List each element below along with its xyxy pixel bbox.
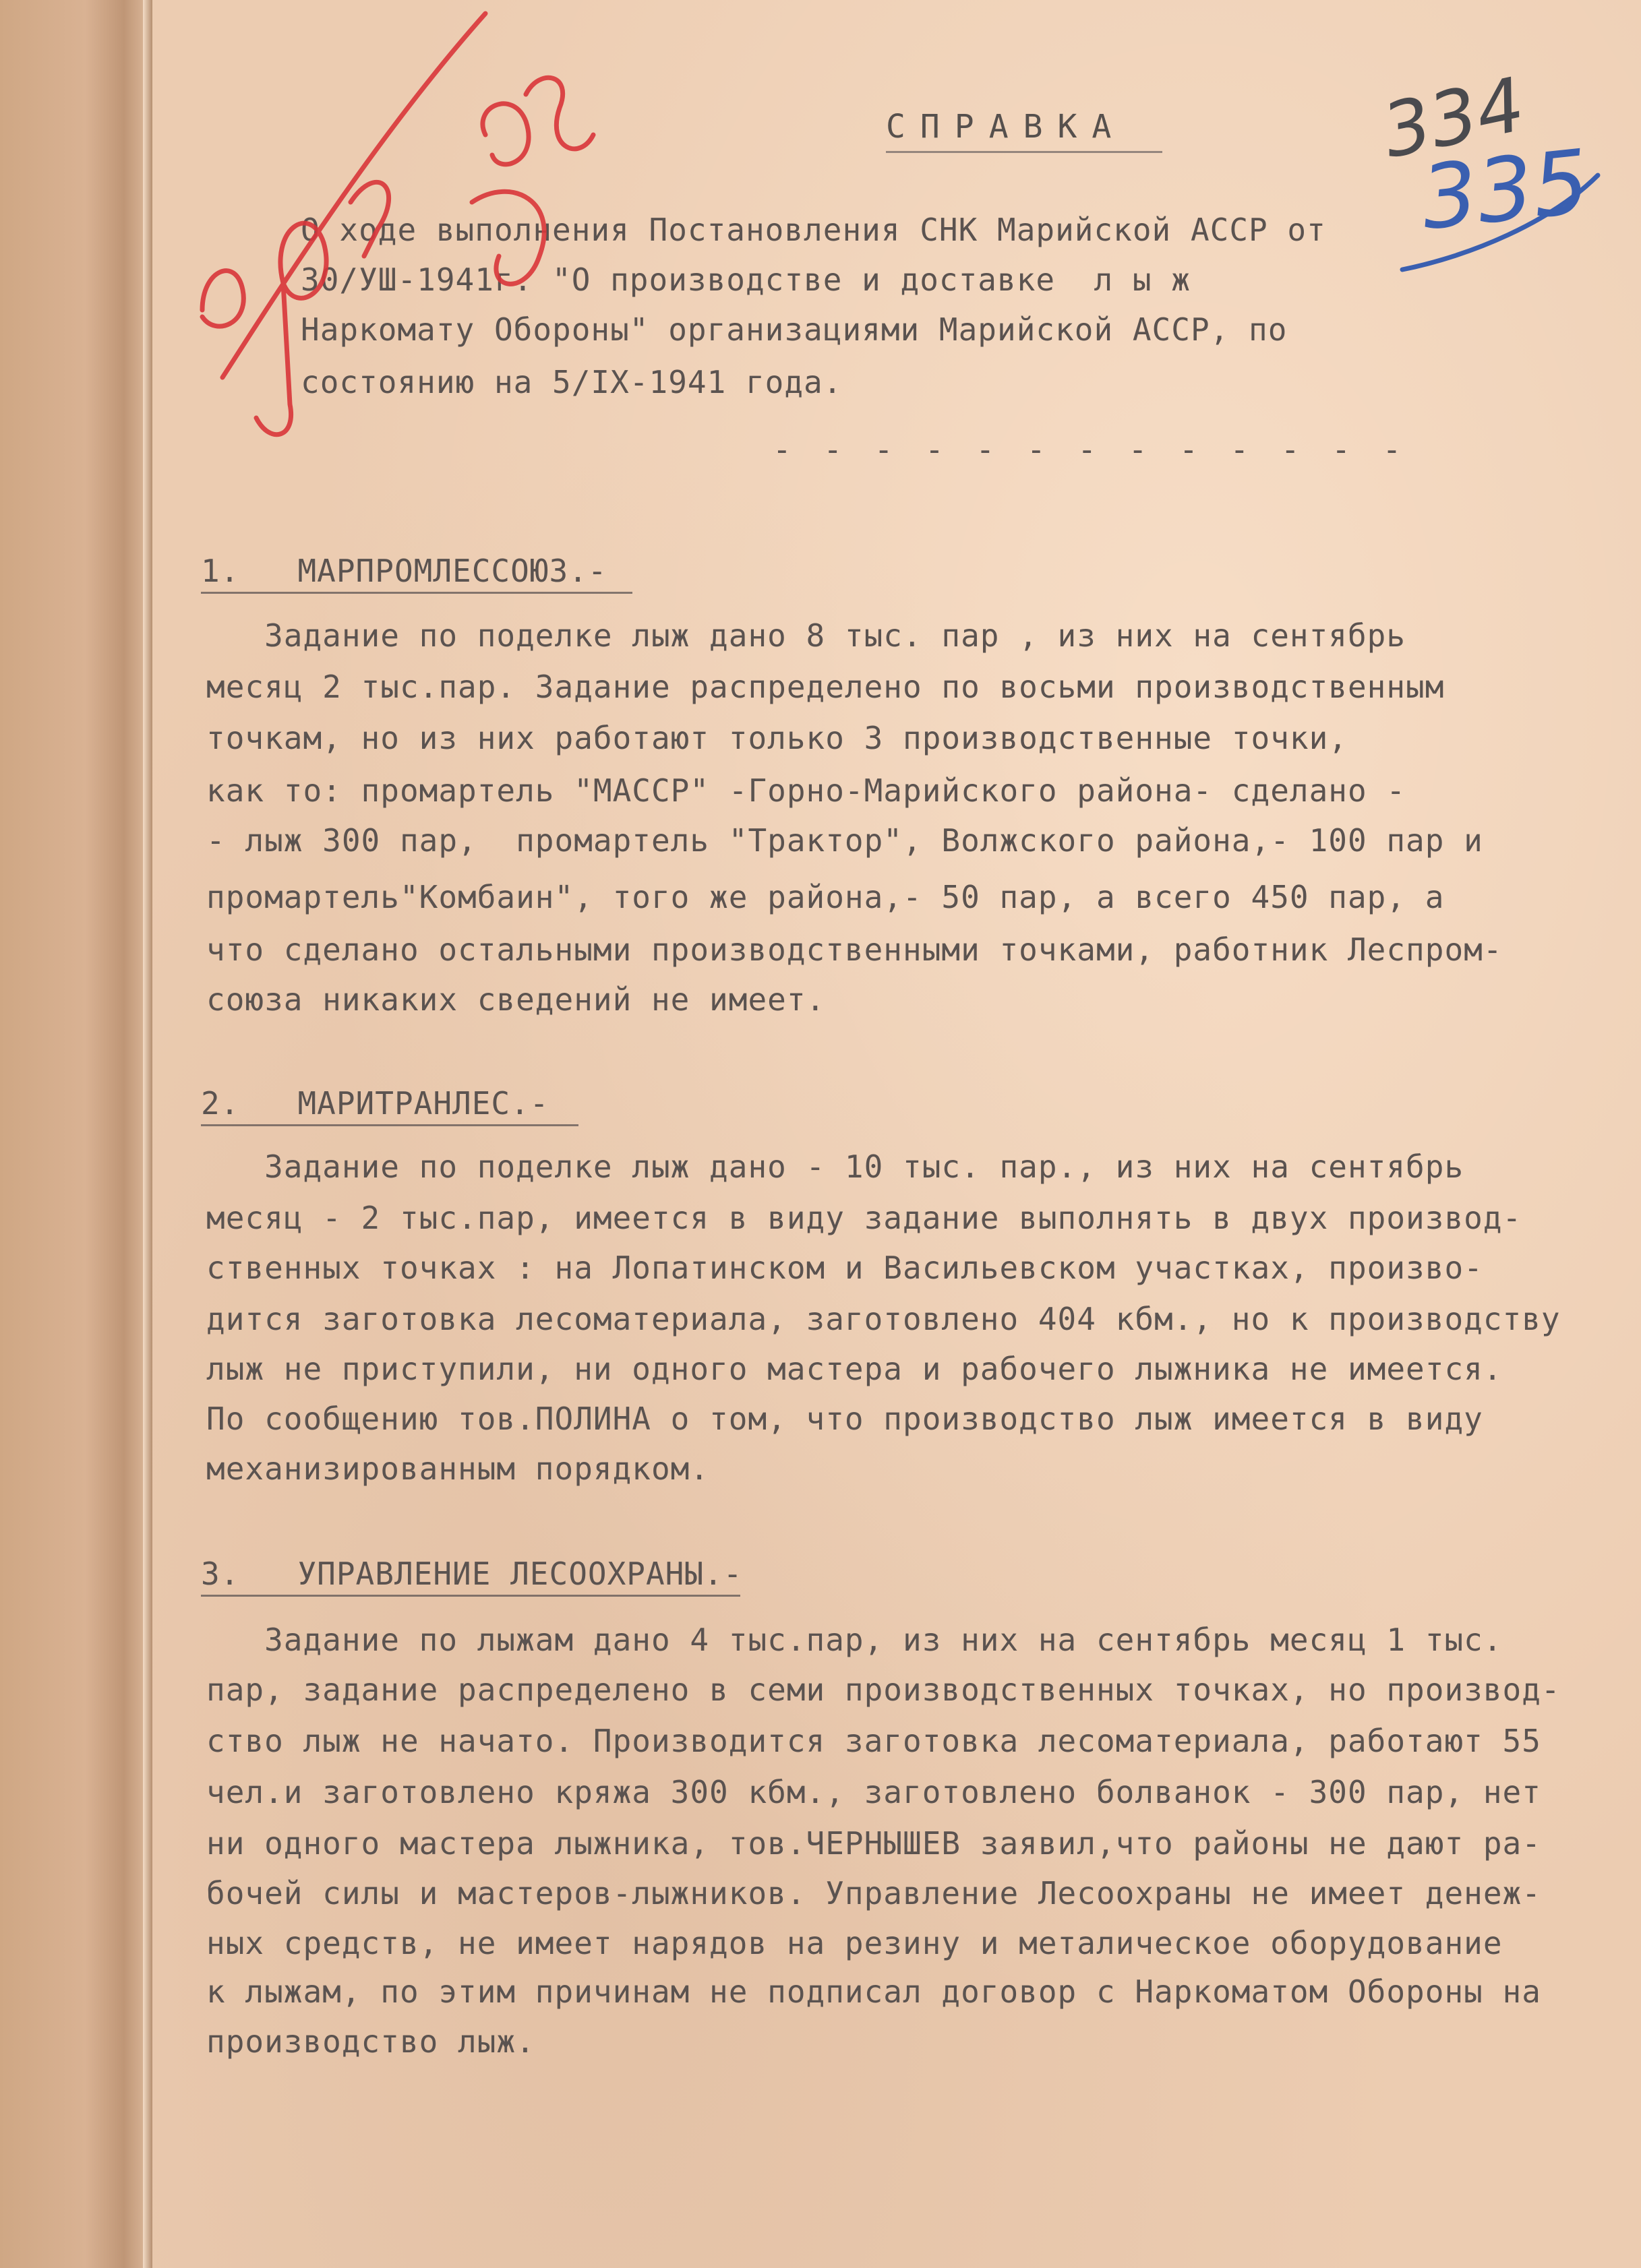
subtitle-line: 30/УШ-1941г. "О производстве и доставке л ы ж bbox=[301, 262, 1191, 298]
section-line: Задание по поделке лыж дано 8 тыс. пар , из них на сентябрь bbox=[206, 617, 1406, 654]
section-line: Задание по поделке лыж дано - 10 тыс. пар., из них на сентябрь bbox=[206, 1148, 1464, 1185]
section-line: промартель"Комбаин", того же района,- 50 пар, а всего 450 пар, а bbox=[206, 879, 1445, 915]
section-line: как то: промартель "МАССР" -Горно-Марийского района- сделано - bbox=[206, 772, 1406, 809]
page-edge bbox=[143, 0, 152, 2268]
title-underline bbox=[886, 151, 1162, 153]
page-number-pencil: 334 bbox=[1375, 61, 1532, 175]
section-line: месяц - 2 тыс.пар, имеется в виду задание выполнять в двух производ- bbox=[206, 1200, 1522, 1236]
section-heading: 3. УПРАВЛЕНИЕ ЛЕСООХРАНЫ.- bbox=[201, 1556, 743, 1592]
section-line: ство лыж не начато. Производится заготовка лесоматериала, работают 55 bbox=[206, 1723, 1541, 1759]
page-number-blue: 335 bbox=[1416, 129, 1594, 250]
section-line: ни одного мастера лыжника, тов.ЧЕРНЫШЕВ заявил,что районы не дают ра- bbox=[206, 1825, 1541, 1862]
subtitle-line: состоянию на 5/IX-1941 года. bbox=[301, 364, 843, 400]
document-sheet bbox=[152, 0, 1641, 2268]
section-line: Задание по лыжам дано 4 тыс.пар, из них на сентябрь месяц 1 тыс. bbox=[206, 1622, 1503, 1658]
document-title: СПРАВКА bbox=[886, 108, 1127, 146]
subtitle-line: Наркомату Обороны" организациями Марийской АССР, по bbox=[301, 311, 1288, 348]
section-line: к лыжам, по этим причинам не подписал договор с Наркоматом Обороны на bbox=[206, 1973, 1541, 2010]
section-line: ственных точках : на Лопатинском и Васильевском участках, произво- bbox=[206, 1250, 1483, 1286]
subtitle-line: О ходе выполнения Постановления СНК Марийской АССР от bbox=[301, 212, 1326, 248]
section-line: - лыж 300 пар, промартель "Трактор", Волжского района,- 100 пар и bbox=[206, 822, 1483, 859]
section-line: механизированным порядком. bbox=[206, 1450, 710, 1487]
section-line: чел.и заготовлено кряжа 300 кбм., заготовлено болванок - 300 пар, нет bbox=[206, 1774, 1541, 1810]
section-heading: 1. МАРПРОМЛЕССОЮЗ.- bbox=[201, 553, 607, 589]
section-line: месяц 2 тыс.пар. Задание распределено по восьми производственным bbox=[206, 669, 1445, 705]
heading-underline bbox=[201, 1595, 740, 1597]
section-line: точкам, но из них работают только 3 производственные точки, bbox=[206, 720, 1348, 756]
section-line: пар, задание распределено в семи производственных точках, но производ- bbox=[206, 1672, 1561, 1708]
binding-strip bbox=[0, 0, 155, 2268]
section-line: союза никаких сведений не имеет. bbox=[206, 981, 826, 1018]
section-line: По сообщению тов.ПОЛИНА о том, что производство лыж имеется в виду bbox=[206, 1401, 1483, 1437]
heading-underline bbox=[201, 1124, 578, 1126]
separator: - - - - - - - - - - - - - bbox=[773, 431, 1408, 468]
section-line: дится заготовка лесоматериала, заготовлено 404 кбм., но к производству bbox=[206, 1301, 1561, 1337]
heading-underline bbox=[201, 592, 632, 594]
section-line: что сделано остальными производственными точками, работник Леспром- bbox=[206, 931, 1503, 968]
section-heading: 2. МАРИТРАНЛЕС.- bbox=[201, 1085, 549, 1122]
section-line: лыж не приступили, ни одного мастера и рабочего лыжника не имеется. bbox=[206, 1351, 1503, 1387]
section-line: бочей силы и мастеров-лыжников. Управление Лесоохраны не имеет денеж- bbox=[206, 1875, 1541, 1911]
section-line: производство лыж. bbox=[206, 2023, 535, 2060]
section-line: ных средств, не имеет нарядов на резину и металическое оборудование bbox=[206, 1925, 1503, 1961]
